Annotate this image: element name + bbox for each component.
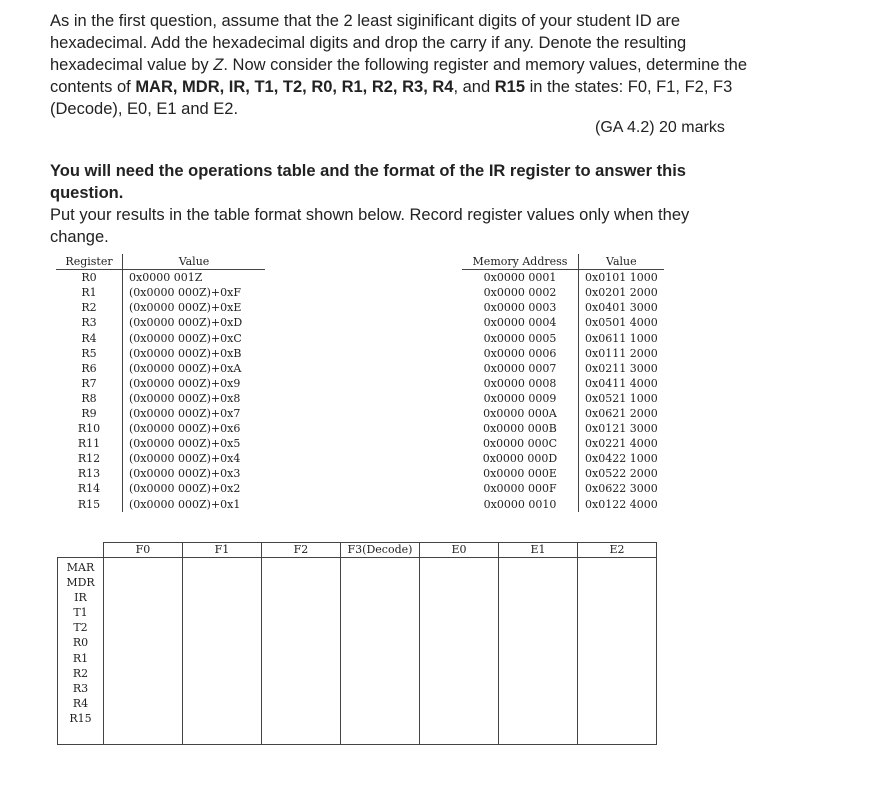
state-header: E0 [420,543,499,558]
answer-register-label: MDR [66,576,95,590]
intro-text-3: , and [453,78,495,96]
memory-address: 0x0000 0007 [462,361,579,376]
memory-row [462,300,664,315]
memory-row [462,346,664,361]
register-value: (0x0000 000Z)+0xD [129,316,243,330]
answer-register-label: R15 [69,711,92,725]
register-row [56,421,265,436]
memory-address-header: Memory Address [462,254,579,270]
register-value: (0x0000 000Z)+0x3 [129,467,241,481]
memory-value: 0x0521 1000 [585,391,658,405]
answer-register-label: R0 [72,636,89,650]
memory-address: 0x0000 000D [462,451,579,466]
memory-row [462,285,664,300]
register-name: R14 [56,481,123,496]
answer-register-label: MAR [66,561,95,574]
state-header: E1 [499,543,578,558]
register-value: (0x0000 000Z)+0xA [129,361,242,375]
register-row [56,481,265,496]
register-row [56,376,265,391]
memory-address: 0x0000 0005 [462,330,579,345]
memory-row [462,406,664,421]
register-value: (0x0000 000Z)+0xB [129,346,242,360]
intro-r15: R15 [494,78,526,96]
answer-register-label: T1 [73,606,88,620]
memory-value: 0x0522 2000 [585,467,658,481]
memory-value: 0x0621 2000 [585,406,658,420]
memory-address: 0x0000 000C [462,436,579,451]
register-row [56,285,265,300]
memory-value: 0x0401 3000 [585,301,658,315]
intro-z: Z [213,56,224,74]
register-row [56,315,265,330]
register-name: R1 [56,285,123,300]
memory-row [462,361,664,376]
register-name: R10 [56,421,123,436]
memory-row [462,330,664,345]
memory-value: 0x0501 4000 [585,316,658,330]
question-text [50,10,750,120]
register-row [56,436,265,451]
state-header: E2 [578,543,657,558]
memory-address: 0x0000 0008 [462,376,579,391]
memory-address: 0x0000 0006 [462,346,579,361]
register-row [56,406,265,421]
memory-table [462,254,664,512]
register-row [56,270,265,286]
register-name: R15 [56,497,123,512]
register-table [56,254,265,512]
register-value: (0x0000 000Z)+0x1 [129,497,241,511]
state-header: F3(Decode) [341,543,420,558]
state-header: F0 [104,543,183,558]
state-header: F1 [183,543,262,558]
memory-value: 0x0622 3000 [585,482,658,496]
answer-table [57,542,657,745]
memory-row [462,421,664,436]
memory-address: 0x0000 000B [462,421,579,436]
state-header: F2 [262,543,341,558]
memory-value: 0x0611 1000 [585,331,658,345]
register-header: Register [56,254,123,270]
memory-row [462,376,664,391]
answer-cell [420,558,499,745]
memory-address: 0x0000 0002 [462,285,579,300]
marks-label: (GA 4.2) 20 marks [595,119,725,136]
memory-value-header: Value [579,254,664,270]
instruction-text: Put your results in the table format shown below. Record register values only when they change. [50,206,690,246]
memory-row [462,451,664,466]
memory-value: 0x0121 3000 [585,422,658,436]
register-row [56,466,265,481]
register-row [56,300,265,315]
answer-cell [499,558,578,745]
intro-text-4: in the states: F0, F1, F2, F3 (Decode), E0, E1 and E2. [50,78,733,118]
register-value: (0x0000 000Z)+0x5 [129,437,241,451]
memory-address: 0x0000 0001 [462,270,579,286]
register-value: 0x0000 001Z [129,271,203,285]
register-value: (0x0000 000Z)+0x2 [129,482,241,496]
memory-value: 0x0122 4000 [585,497,658,511]
intro-registers: MAR, MDR, IR, T1, T2, R0, R1, R2, R3, R4 [135,78,454,96]
register-row [56,391,265,406]
answer-register-column [58,558,104,745]
answer-register-label: R4 [72,696,89,710]
memory-value: 0x0422 1000 [585,452,658,466]
register-name: R9 [56,406,123,421]
register-name: R12 [56,451,123,466]
memory-value: 0x0221 4000 [585,437,658,451]
register-value: (0x0000 000Z)+0xE [129,301,242,315]
memory-value: 0x0411 4000 [585,376,658,390]
register-value: (0x0000 000Z)+0x9 [129,376,241,390]
answer-cell [183,558,262,745]
register-value: (0x0000 000Z)+0x8 [129,391,241,405]
memory-address: 0x0000 0004 [462,315,579,330]
answer-register-label: R3 [72,681,89,695]
register-name: R4 [56,330,123,345]
register-value: (0x0000 000Z)+0x4 [129,452,241,466]
memory-address: 0x0000 0010 [462,497,579,512]
memory-value: 0x0201 2000 [585,286,658,300]
memory-row [462,315,664,330]
memory-row [462,391,664,406]
memory-address: 0x0000 000F [462,481,579,496]
register-value: (0x0000 000Z)+0x6 [129,422,241,436]
memory-address: 0x0000 0003 [462,300,579,315]
memory-row [462,466,664,481]
register-row [56,451,265,466]
memory-address: 0x0000 000E [462,466,579,481]
register-value: (0x0000 000Z)+0x7 [129,406,241,420]
memory-address: 0x0000 000A [462,406,579,421]
memory-row [462,270,664,286]
answer-cell [104,558,183,745]
memory-value: 0x0211 3000 [585,361,658,375]
register-row [56,330,265,345]
register-name: R6 [56,361,123,376]
answer-register-label: R2 [72,666,89,680]
register-value: (0x0000 000Z)+0xC [129,331,242,345]
memory-row [462,481,664,496]
answer-cell [341,558,420,745]
register-row [56,346,265,361]
memory-row [462,436,664,451]
answer-register-label: IR [74,591,87,605]
answer-register-label: T2 [73,621,88,635]
answer-corner-cell [58,543,104,558]
answer-cell [578,558,657,745]
register-name: R13 [56,466,123,481]
memory-row [462,497,664,512]
memory-value: 0x0101 1000 [585,271,658,285]
register-name: R8 [56,391,123,406]
intro-text-2: . Now consider the following register and memory values, determine the contents of [50,56,748,96]
register-name: R5 [56,346,123,361]
intro-text-1: As in the first question, assume that the 2 least siginificant digits of your student ID are hexadecimal. Add the hexadecimal digits and drop the carry if any. Denote the resulting hexadecimal value by [50,12,687,74]
register-value-header: Value [123,254,266,270]
register-row [56,497,265,512]
register-row [56,361,265,376]
register-name: R7 [56,376,123,391]
register-name: R0 [56,270,123,286]
register-name: R3 [56,315,123,330]
register-name: R2 [56,300,123,315]
register-name: R11 [56,436,123,451]
answer-cell [262,558,341,745]
memory-value: 0x0111 2000 [585,346,658,360]
register-value: (0x0000 000Z)+0xF [129,286,241,300]
answer-register-label: R1 [72,651,89,665]
memory-address: 0x0000 0009 [462,391,579,406]
instruction-bold: You will need the operations table and the format of the IR register to answer this question. [50,162,686,202]
